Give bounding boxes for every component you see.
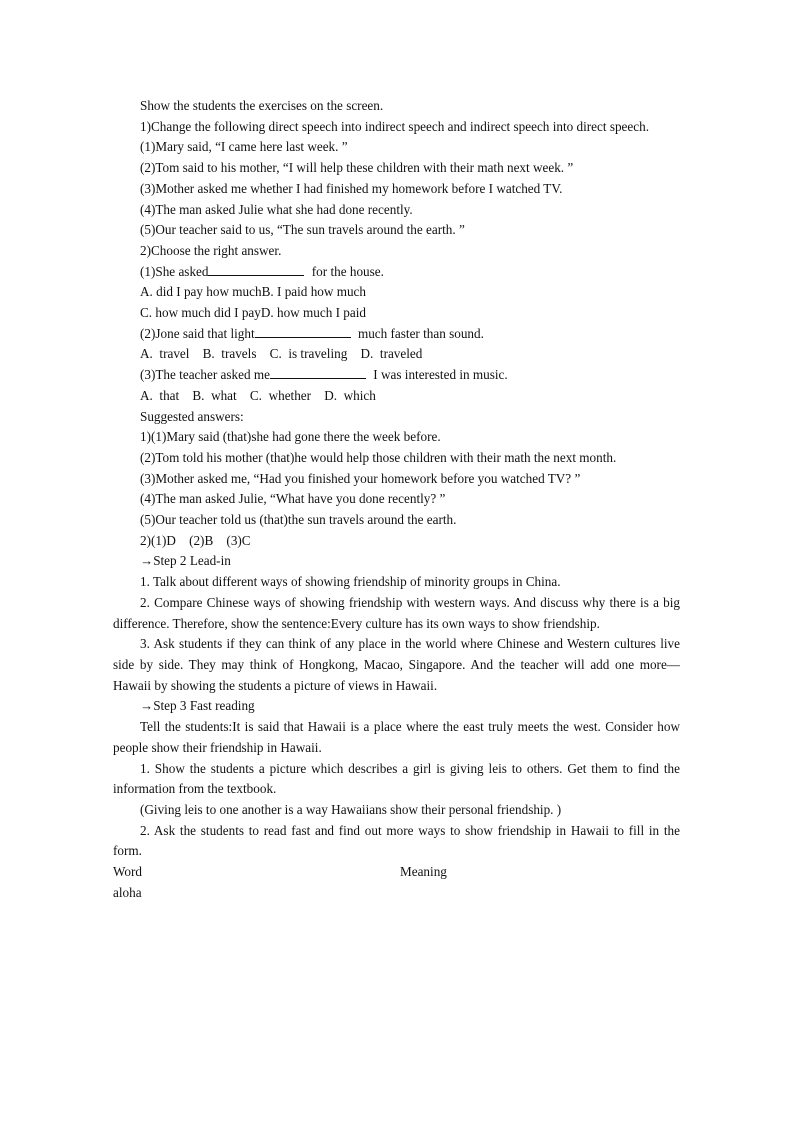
question-3	[113, 365, 680, 386]
question-stem: (3)The teacher asked me	[140, 367, 270, 383]
question-3-options: A. that B. what C. whether D. which	[140, 387, 376, 403]
step2-item: 2. Compare Chinese ways of showing friendship with western ways. And discuss why there is a big difference. Therefore, show the sentence:Every culture has its own ways to show friendship.	[113, 594, 680, 631]
intro-line: Show the students the exercises on the screen.	[140, 98, 384, 113]
question-stem: (1)She asked	[140, 263, 209, 279]
step2-title: →Step 2 Lead-in	[140, 553, 231, 569]
option-a: A. did I pay how much	[140, 284, 262, 300]
step2-item: 1. Talk about different ways of showing friendship of minority groups in China.	[140, 574, 561, 590]
step3-intro: Tell the students:It is said that Hawaii is a place where the east truly meets the west. Consider how people show their friendship in Hawaii.	[113, 719, 680, 755]
answer-line: (2)Tom told his mother (that)he would help those children with their math the next month.	[140, 449, 617, 465]
part1-title: 1)Change the following direct speech into indirect speech and indirect speech into direct speech.	[140, 118, 650, 134]
step3-item: (Giving leis to one another is a way Hawaiians show their personal friendship. )	[140, 801, 562, 817]
answers-title: Suggested answers:	[140, 408, 244, 424]
part2-title: 2)Choose the right answer.	[140, 242, 282, 258]
question-1	[113, 262, 680, 283]
option-b: B. I paid how much	[261, 284, 366, 300]
part1-item: (2)Tom said to his mother, “I will help these children with their math next week. ”	[140, 160, 574, 176]
part1-item: (1)Mary said, “I came here last week. ”	[140, 139, 348, 155]
table-cell-word: aloha	[113, 884, 142, 900]
question-stem-end: I was interested in music.	[369, 367, 508, 383]
lesson-content	[113, 96, 680, 903]
question-1-options-cd	[113, 303, 680, 324]
option-c: C. how much did I pay	[140, 305, 261, 321]
question-stem-end: for the house.	[308, 263, 384, 279]
part1-item: (5)Our teacher said to us, “The sun travels around the earth. ”	[140, 222, 465, 238]
table-header-meaning: Meaning	[400, 864, 447, 880]
question-2-options: A. travel B. travels C. is traveling D. traveled	[140, 346, 423, 362]
step3-title: →Step 3 Fast reading	[140, 698, 255, 714]
question-1-options-ab	[113, 282, 680, 303]
step2-item: 3. Ask students if they can think of any place in the world where Chinese and Western cultures live side by side. They may think of Hongkong, Macao, Singapore. And the teacher will add one more—Hawaii by showing the students a picture of views in Hawaii.	[113, 636, 680, 693]
answer-blank	[208, 263, 304, 276]
part1-item: (4)The man asked Julie what she had done recently.	[140, 201, 413, 217]
table-header-word: Word	[113, 864, 142, 880]
step3-item: 1. Show the students a picture which describes a girl is giving leis to others. Get them to find the information from the textbook.	[113, 760, 680, 797]
answer-blank	[270, 366, 366, 379]
table-row	[113, 883, 680, 904]
table-header-row	[113, 862, 680, 883]
answer-line: (3)Mother asked me, “Had you finished your homework before you watched TV? ”	[140, 470, 581, 486]
answer-line: (4)The man asked Julie, “What have you done recently? ”	[140, 491, 446, 507]
part1-item: (3)Mother asked me whether I had finished my homework before I watched TV.	[140, 180, 563, 196]
question-2	[113, 324, 680, 345]
answer-line: 2)(1)D (2)B (3)C	[140, 532, 251, 548]
answer-line: (5)Our teacher told us (that)the sun travels around the earth.	[140, 512, 457, 528]
question-stem: (2)Jone said that light	[140, 325, 255, 341]
question-stem-end: much faster than sound.	[354, 325, 484, 341]
answer-blank	[255, 325, 351, 338]
answer-line: 1)(1)Mary said (that)she had gone there the week before.	[140, 429, 441, 445]
option-d: D. how much I paid	[260, 305, 366, 321]
step3-item: 2. Ask the students to read fast and find out more ways to show friendship in Hawaii to fill in the form.	[113, 822, 680, 859]
